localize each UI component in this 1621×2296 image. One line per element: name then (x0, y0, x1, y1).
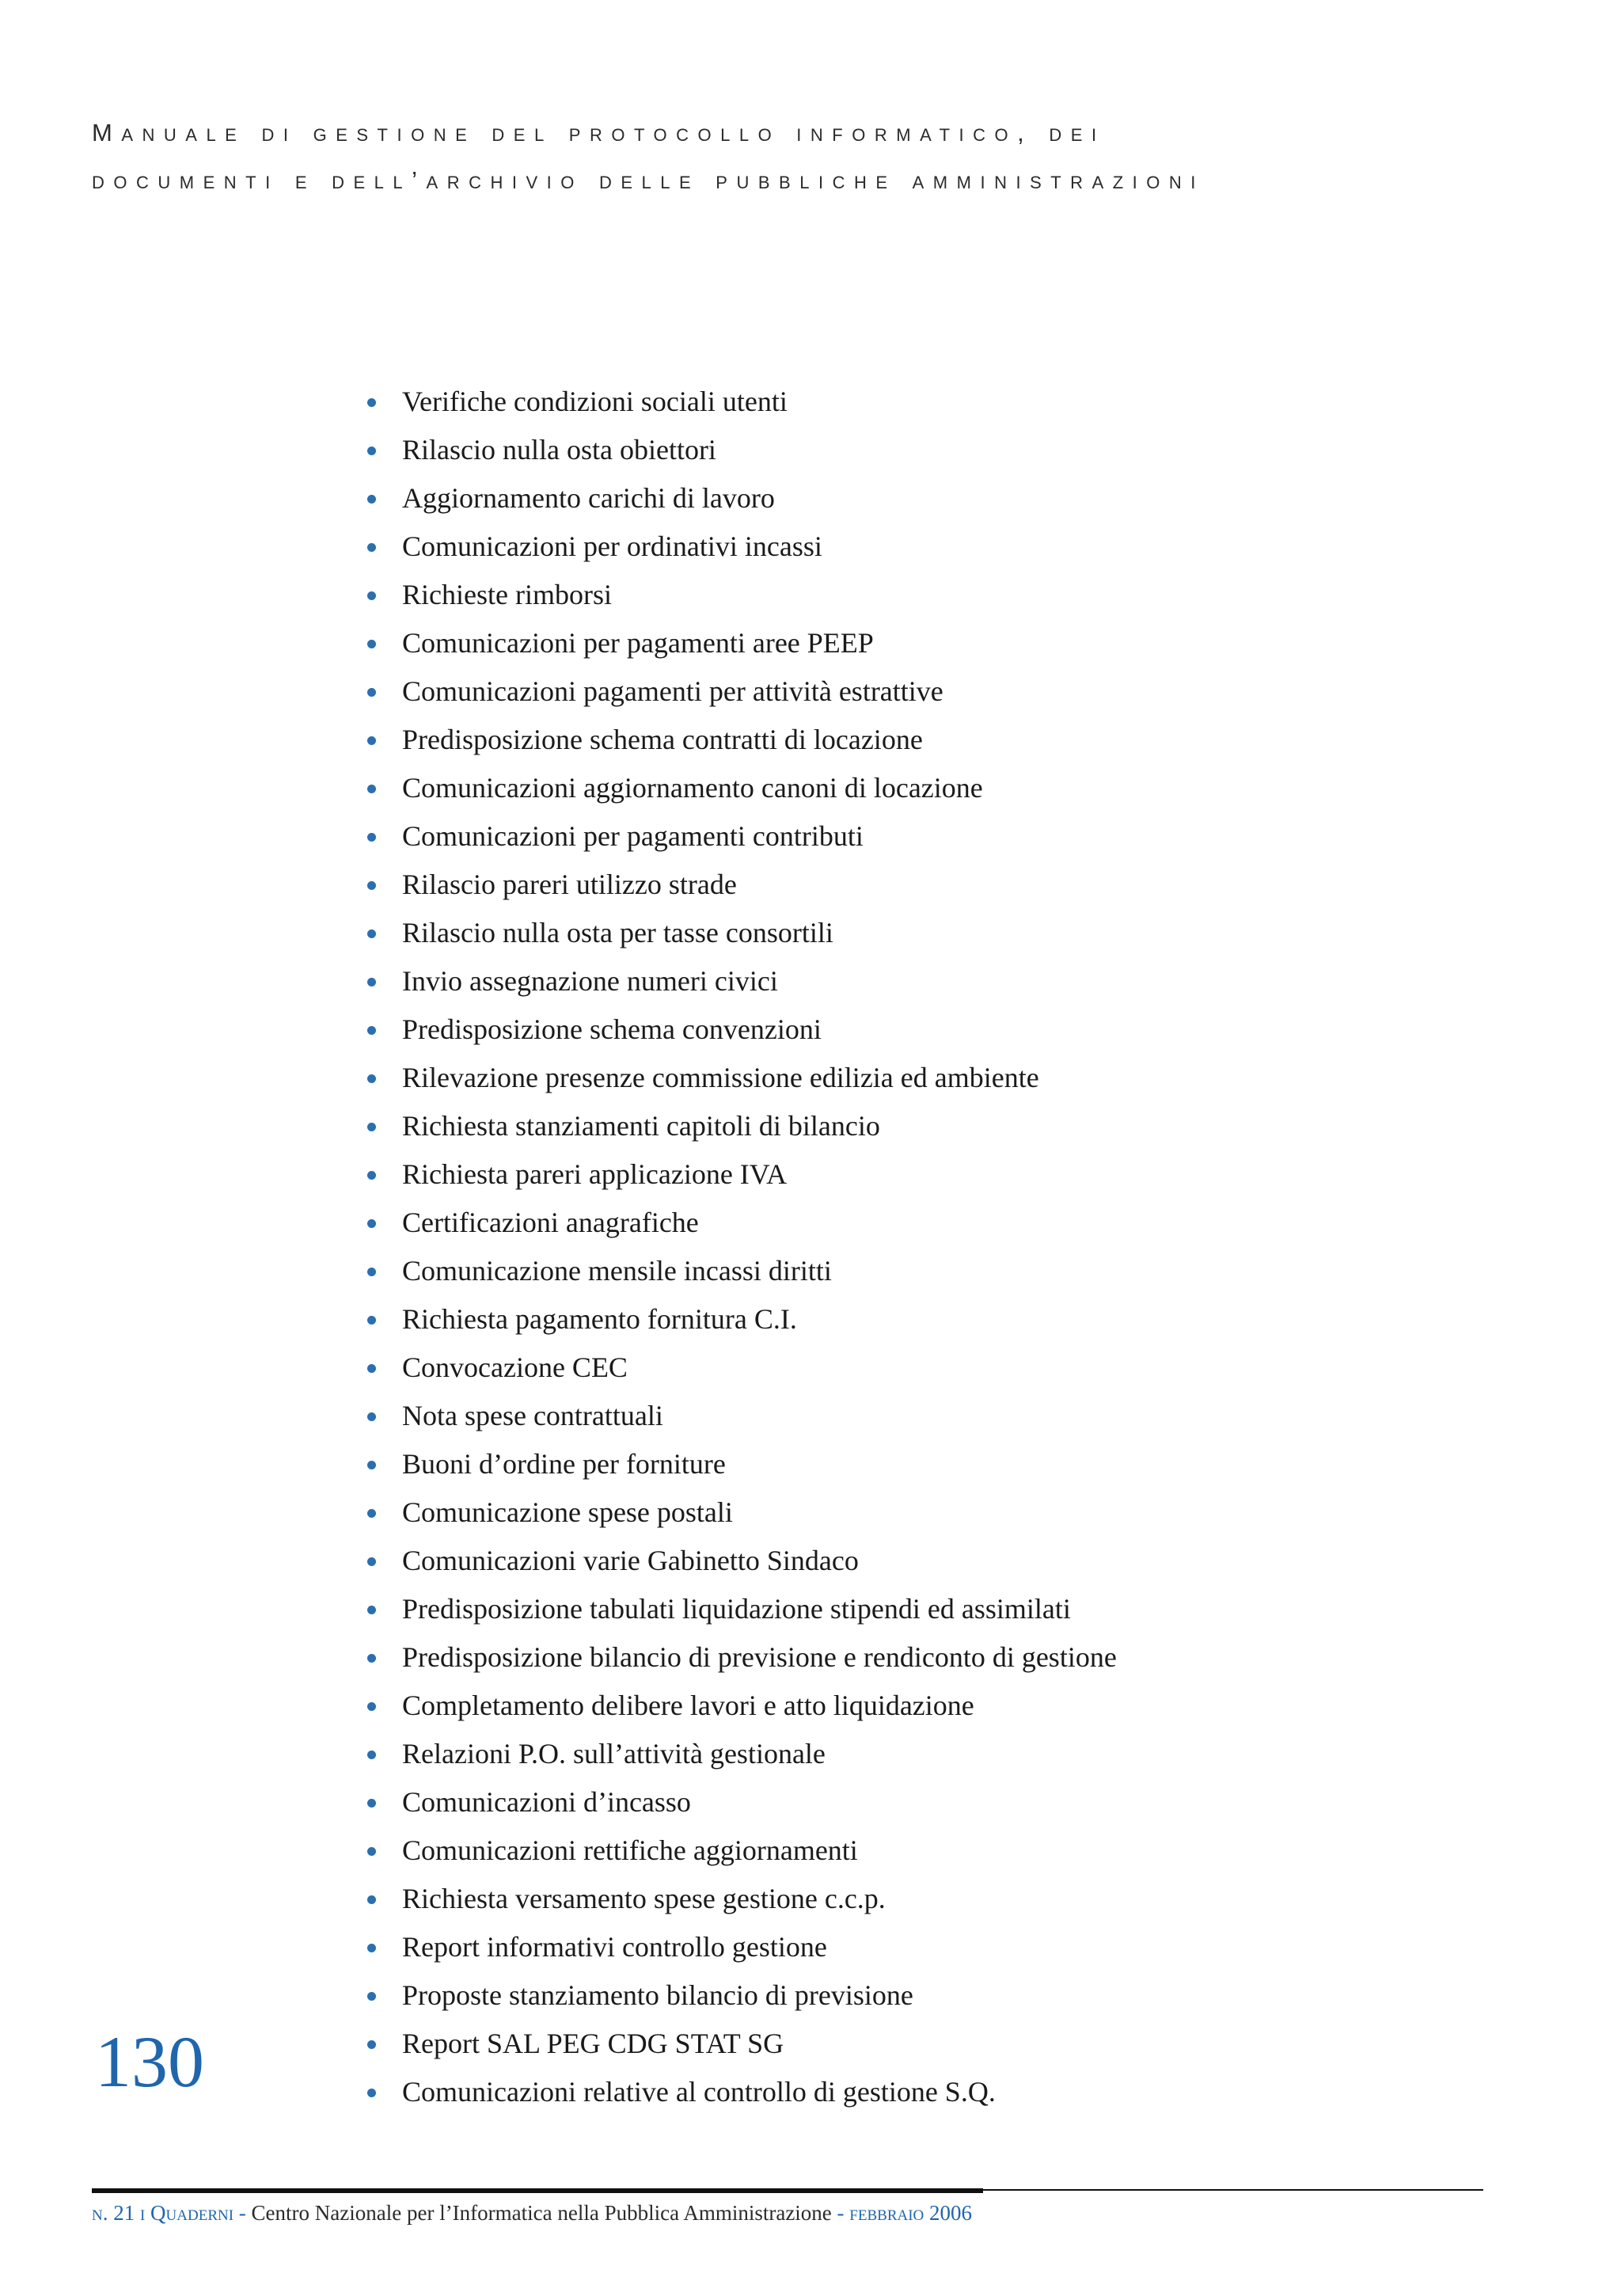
list-item-text: Predisposizione tabulati liquidazione stipendi ed assimilati (402, 1593, 1071, 1625)
list-item-text: Predisposizione schema contratti di locazione (402, 724, 923, 755)
footer (92, 2201, 972, 2226)
bullet-dot-icon (367, 640, 376, 648)
running-header-line-1: Manuale di gestione del protocollo informatico, dei (92, 119, 1106, 146)
bullet-dot-icon (367, 1268, 376, 1276)
list-item (364, 1102, 1117, 1150)
list-item (364, 1633, 1117, 1682)
bullet-dot-icon (367, 929, 376, 938)
bullet-dot-icon (367, 1557, 376, 1566)
list-item-text: Comunicazioni per ordinativi incassi (402, 530, 822, 562)
list-item-text: Comunicazioni relative al controllo di gestione S.Q. (402, 2076, 996, 2108)
list-item (364, 1971, 1117, 2020)
bullet-dot-icon (367, 1461, 376, 1469)
bullet-dot-icon (367, 1316, 376, 1325)
list-item (364, 1537, 1117, 1585)
list-item (364, 1295, 1117, 1344)
list-item (364, 1488, 1117, 1537)
list-item-text: Comunicazioni per pagamenti aree PEEP (402, 627, 874, 659)
bullet-dot-icon (367, 1799, 376, 1808)
list-item (364, 1923, 1117, 1971)
list-item (364, 1199, 1117, 1247)
list-item (364, 1730, 1117, 1778)
list-item (364, 378, 1117, 426)
list-item (364, 716, 1117, 764)
footer-separator: - (233, 2201, 252, 2225)
list-item (364, 2020, 1117, 2068)
list-item-text: Rilascio nulla osta obiettori (402, 434, 716, 466)
list-item-text: Invio assegnazione numeri civici (402, 965, 778, 997)
list-item (364, 764, 1117, 812)
list-item-text: Comunicazione spese postali (402, 1496, 733, 1528)
list-item-text: Rilascio pareri utilizzo strade (402, 869, 737, 900)
bullet-dot-icon (367, 2040, 376, 2049)
list-item (364, 619, 1117, 667)
list-item (364, 1778, 1117, 1827)
footer-issue: n. 21 i Quaderni (92, 2201, 234, 2225)
bullet-dot-icon (367, 1751, 376, 1759)
list-item-text: Predisposizione bilancio di previsione e rendiconto di gestione (402, 1641, 1117, 1673)
bullet-dot-icon (367, 1895, 376, 1904)
list-item-text: Comunicazione mensile incassi diritti (402, 1255, 832, 1287)
bullet-dot-icon (367, 1702, 376, 1711)
list-item (364, 1005, 1117, 1054)
bullet-dot-icon (367, 978, 376, 986)
bullet-dot-icon (367, 1847, 376, 1856)
list-item-text: Buoni d’ordine per forniture (402, 1448, 726, 1480)
list-item-text: Comunicazioni varie Gabinetto Sindaco (402, 1545, 859, 1576)
list-item (364, 909, 1117, 957)
bullet-dot-icon (367, 1364, 376, 1373)
bullet-dot-icon (367, 1219, 376, 1228)
running-header (92, 109, 1548, 204)
bullet-dot-icon (367, 1026, 376, 1035)
list-item (364, 861, 1117, 909)
bullet-dot-icon (367, 1509, 376, 1518)
list-item (364, 1150, 1117, 1199)
bullet-dot-icon (367, 1171, 376, 1180)
bullet-dot-icon (367, 785, 376, 793)
bullet-dot-icon (367, 1606, 376, 1614)
list-item (364, 1247, 1117, 1295)
list-item (364, 2068, 1117, 2116)
list-item-text: Comunicazioni per pagamenti contributi (402, 820, 864, 852)
list-item-text: Comunicazioni pagamenti per attività estrattive (402, 675, 943, 707)
list-item-text: Aggiornamento carichi di lavoro (402, 482, 775, 514)
list-item-text: Report informativi controllo gestione (402, 1931, 827, 1963)
list-item-text: Richiesta pareri applicazione IVA (402, 1158, 788, 1190)
list-item-text: Comunicazioni rettifiche aggiornamenti (402, 1834, 858, 1866)
bullet-dot-icon (367, 1412, 376, 1421)
bullet-dot-icon (367, 543, 376, 552)
list-item (364, 667, 1117, 716)
list-item-text: Report SAL PEG CDG STAT SG (402, 2028, 784, 2059)
list-item-text: Certificazioni anagrafiche (402, 1207, 699, 1238)
list-item (364, 957, 1117, 1005)
list-item (364, 1827, 1117, 1875)
list-item (364, 426, 1117, 474)
list-item-text: Comunicazioni d’incasso (402, 1786, 691, 1818)
list-item (364, 474, 1117, 523)
bullet-dot-icon (367, 591, 376, 600)
bullet-dot-icon (367, 1074, 376, 1083)
list-item-text: Predisposizione schema convenzioni (402, 1013, 822, 1045)
list-item-text: Rilevazione presenze commissione edilizia ed ambiente (402, 1062, 1039, 1093)
bullet-dot-icon (367, 1654, 376, 1663)
list-item-text: Richieste rimborsi (402, 579, 612, 610)
footer-date: febbraio 2006 (849, 2201, 973, 2225)
list-item (364, 1875, 1117, 1923)
bullet-dot-icon (367, 881, 376, 890)
list-item (364, 571, 1117, 619)
list-item-text: Nota spese contrattuali (402, 1400, 663, 1431)
list-item-text: Richiesta stanziamenti capitoli di bilancio (402, 1110, 880, 1142)
list-item-text: Relazioni P.O. sull’attività gestionale (402, 1738, 826, 1770)
list-item (364, 1392, 1117, 1440)
bullet-dot-icon (367, 1992, 376, 2001)
list-item (364, 1682, 1117, 1730)
list-item-text: Richiesta pagamento fornitura C.I. (402, 1303, 797, 1335)
list-item (364, 1440, 1117, 1488)
list-item (364, 523, 1117, 571)
bullet-dot-icon (367, 833, 376, 842)
bullet-dot-icon (367, 447, 376, 455)
footer-organization: Centro Nazionale per l’Informatica nella Pubblica Amministrazione (251, 2201, 832, 2225)
footer-rule-thin (983, 2189, 1483, 2191)
bullet-dot-icon (367, 495, 376, 504)
bullet-list (364, 378, 1117, 2116)
page-number: 130 (95, 2021, 204, 2102)
bullet-dot-icon (367, 1944, 376, 1952)
bullet-dot-icon (367, 398, 376, 407)
list-item-text: Richiesta versamento spese gestione c.c.p. (402, 1883, 886, 1914)
list-item-text: Comunicazioni aggiornamento canoni di locazione (402, 772, 983, 804)
list-item (364, 1344, 1117, 1392)
bullet-dot-icon (367, 1123, 376, 1131)
list-item-text: Convocazione CEC (402, 1351, 628, 1383)
bullet-dot-icon (367, 736, 376, 745)
list-item-text: Proposte stanziamento bilancio di previsione (402, 1979, 913, 2011)
bullet-dot-icon (367, 688, 376, 697)
list-item-text: Completamento delibere lavori e atto liquidazione (402, 1690, 974, 1721)
running-header-line-2: documenti e dell’archivio delle pubbliche amministrazioni (92, 166, 1205, 194)
list-item-text: Rilascio nulla osta per tasse consortili (402, 917, 833, 948)
list-item (364, 1585, 1117, 1633)
footer-rule (92, 2188, 983, 2193)
list-item (364, 1054, 1117, 1102)
list-item-text: Verifiche condizioni sociali utenti (402, 386, 788, 417)
list-item (364, 812, 1117, 861)
bullet-dot-icon (367, 2089, 376, 2097)
footer-separator: - (831, 2201, 850, 2225)
